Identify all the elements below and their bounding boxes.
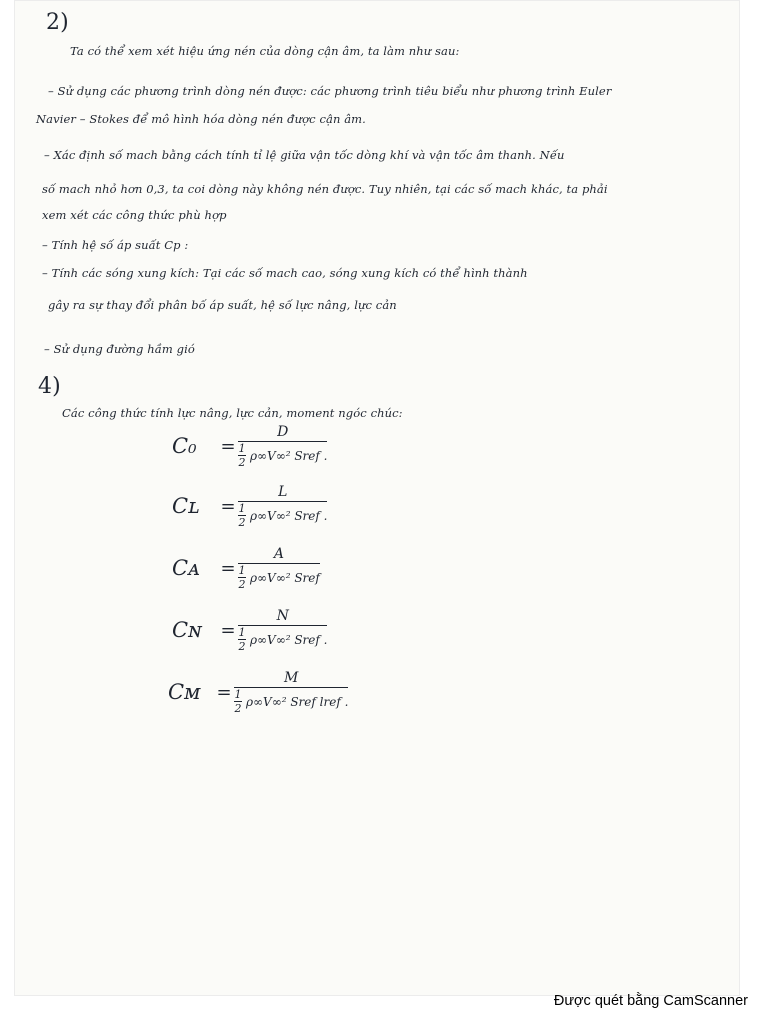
text-line: – Tính hệ số áp suất Cp : (42, 238, 189, 252)
text-line: – Xác định số mach bằng cách tính tỉ lệ giữa vận tốc dòng khí và vận tốc âm thanh. Nếu (44, 148, 565, 162)
one-half: 1 2 (238, 564, 246, 591)
denominator: 1 2 ρ∞V∞² Sref lref . (234, 688, 349, 715)
text-line: – Sử dụng đường hầm gió (44, 342, 195, 356)
fraction (238, 484, 327, 528)
denominator: 1 2 ρ∞V∞² Sref . (238, 502, 328, 529)
formula-lift-coefficient (172, 484, 327, 528)
denominator: 1 2 ρ∞V∞² Sref . (238, 442, 328, 469)
one-half: 1 2 (238, 626, 246, 653)
formula-lhs: Cᴍ (168, 680, 201, 704)
denominator: 1 2 ρ∞V∞² Sref (238, 564, 320, 591)
formula-axial-coefficient (172, 546, 320, 590)
equals-sign: = (220, 495, 236, 517)
equals-sign: = (220, 557, 236, 579)
text-line: – Sử dụng các phương trình dòng nén được: các phương trình tiêu biểu như phương trình Euler (48, 84, 612, 98)
section-4-heading: 4) (38, 374, 61, 399)
formulas-intro: Các công thức tính lực nâng, lực cản, moment ngóc chúc: (62, 406, 403, 420)
scanner-watermark: Được quét bằng CamScanner (553, 993, 748, 1009)
formula-lhs: Cɴ (172, 618, 202, 642)
formula-lhs: C₀ (172, 434, 197, 458)
equals-sign: = (220, 619, 236, 641)
numerator: L (278, 484, 288, 500)
text-line: Navier – Stokes để mô hình hóa dòng nén được cận âm. (36, 112, 366, 126)
formula-lhs: Cʟ (172, 494, 200, 518)
text-line: xem xét các công thức phù hợp (42, 208, 227, 222)
numerator: M (284, 670, 299, 686)
equals-sign: = (220, 435, 236, 457)
one-half: 1 2 (238, 442, 246, 469)
one-half: 1 2 (238, 502, 246, 529)
text-line: số mach nhỏ hơn 0,3, ta coi dòng này không nén được. Tuy nhiên, tại các số mach khác, ta phải (42, 182, 608, 196)
numerator: N (276, 608, 289, 624)
formula-lhs: Cᴀ (172, 556, 200, 580)
one-half: 1 2 (234, 688, 242, 715)
formula-drag-coefficient (172, 424, 327, 468)
fraction (238, 608, 327, 652)
text-line: Ta có thể xem xét hiệu ứng nén của dòng cận âm, ta làm như sau: (70, 44, 460, 58)
text-line: gây ra sự thay đổi phân bố áp suất, hệ số lực nâng, lực cản (48, 298, 397, 312)
fraction (234, 670, 348, 714)
fraction (238, 424, 327, 468)
numerator: D (277, 424, 289, 440)
formula-normal-coefficient (172, 608, 327, 652)
formula-moment-coefficient (168, 670, 348, 714)
fraction (238, 546, 320, 590)
equals-sign: = (216, 681, 232, 703)
section-2-heading: 2) (46, 10, 69, 35)
denominator: 1 2 ρ∞V∞² Sref . (238, 626, 328, 653)
scanned-page (14, 0, 740, 996)
numerator: A (273, 546, 284, 562)
text-line: – Tính các sóng xung kích: Tại các số mach cao, sóng xung kích có thể hình thành (42, 266, 528, 280)
